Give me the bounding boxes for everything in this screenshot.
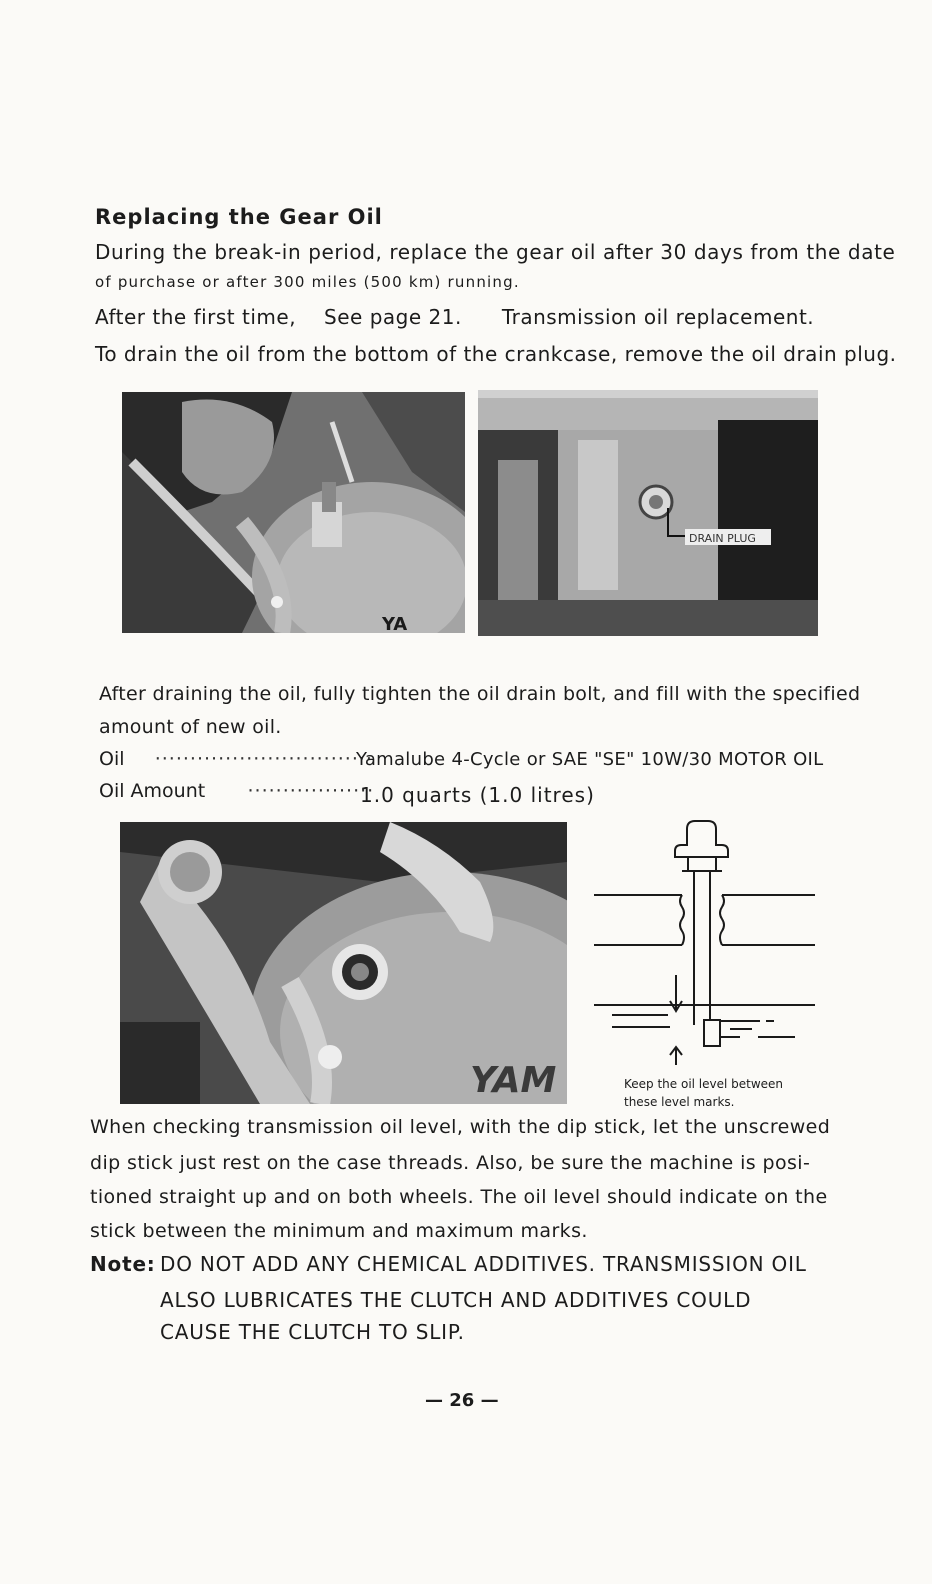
after-first-text: After the first time, [95,305,297,329]
page-number: — 26 — [425,1390,499,1411]
drain-plug-photo [478,390,818,636]
drain-instruction: To drain the oil from the bottom of the crankcase, remove the oil drain plug. [95,342,897,366]
fill-line-1: After draining the oil, fully tighten the oil drain bolt, and fill with the specified [99,683,861,705]
intro-line-2: of purchase or after 300 miles (500 km) running. [95,273,520,291]
cover-brand-badge: YAM [470,1060,557,1101]
diagram-caption-line-2: these level marks. [624,1095,735,1109]
dipstick-diagram-image [590,815,820,1065]
spec-oil-row [99,748,373,770]
after-first-line [95,305,814,329]
check-line-2: dip stick just rest on the case threads. Also, be sure the machine is posi- [90,1152,811,1174]
engine-photo-left [122,392,465,633]
check-line-4: stick between the minimum and maximum marks. [90,1220,588,1242]
spec-oil-value: Yamalube 4-Cycle or SAE "SE" 10W/30 MOTOR OIL [356,749,824,770]
intro-line-1: During the break-in period, replace the gear oil after 30 days from the date [95,240,896,264]
spec-amount-label: Oil Amount [99,780,206,802]
note-line-3: CAUSE THE CLUTCH TO SLIP. [160,1320,465,1344]
check-line-3: tioned straight up and on both wheels. The oil level should indicate on the [90,1186,828,1208]
note-label: Note: [90,1252,156,1276]
oil-filler-photo [120,822,567,1104]
oil-filler-photo-image [120,822,567,1104]
note-line-1: DO NOT ADD ANY CHEMICAL ADDITIVES. TRANSMISSION OIL [160,1252,807,1276]
engine-photo-left-image [122,392,465,633]
diagram-caption-line-1: Keep the oil level between [624,1077,784,1091]
spec-amount-value: 1.0 quarts (1.0 litres) [360,783,595,807]
see-page-text: See page 21. [324,305,462,329]
fill-line-2: amount of new oil. [99,716,282,738]
spec-oil-dots: ······························· [154,748,373,770]
diagram-caption [624,1075,783,1111]
spec-amount-dots: ·················· [247,780,375,802]
spec-oil-label: Oil [99,748,125,770]
note-line-2: ALSO LUBRICATES THE CLUTCH AND ADDITIVES COULD [160,1288,752,1312]
section-heading: Replacing the Gear Oil [95,205,383,229]
drain-plug-photo-image [478,390,818,636]
dipstick-diagram [590,815,820,1065]
drain-plug-label: DRAIN PLUG [689,532,756,545]
transmission-replacement-text: Transmission oil replacement. [501,305,815,329]
check-line-1: When checking transmission oil level, with the dip stick, let the unscrewed [90,1116,831,1138]
engine-brand-badge: YA [382,614,408,633]
spec-amount-row [99,780,374,802]
